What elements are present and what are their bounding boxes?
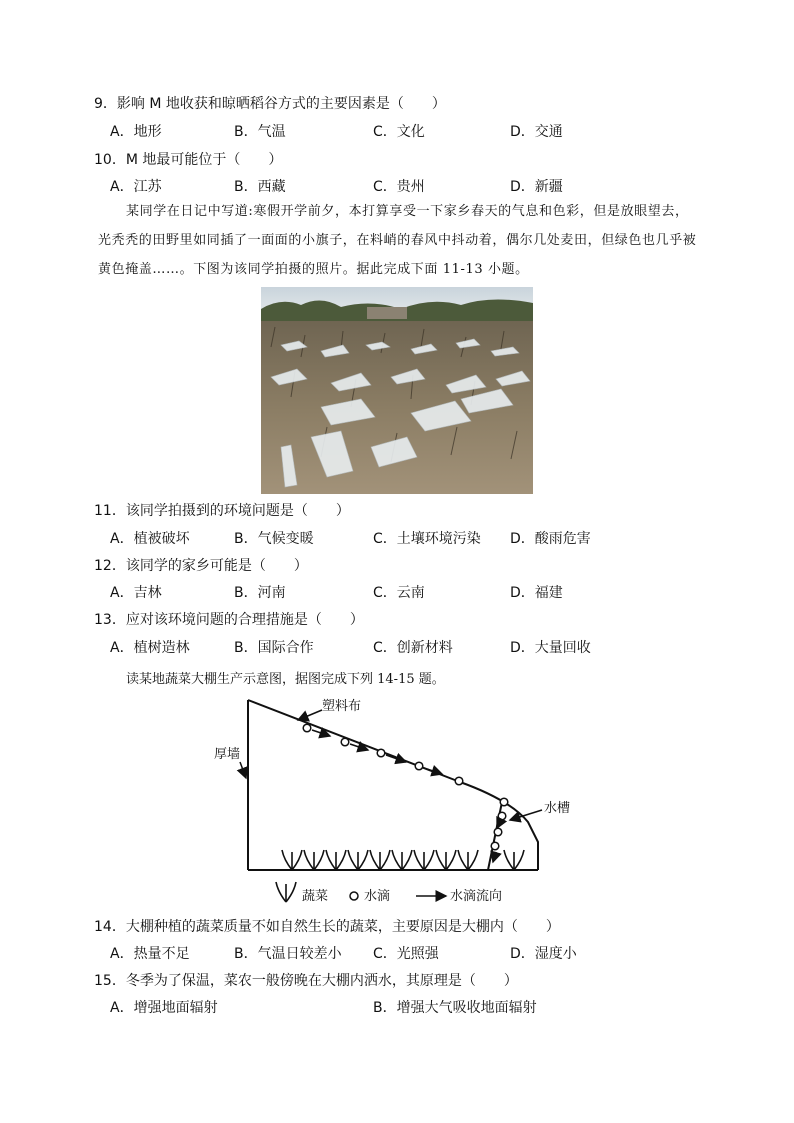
q13-option-c: C．创新材料 — [373, 640, 453, 656]
q10-option-c: C．贵州 — [373, 179, 425, 195]
question-12-stem: 12．该同学的家乡可能是（ ） — [94, 558, 308, 574]
question-10-stem: 10．M 地最可能位于（ ） — [94, 152, 283, 168]
q12-option-b: B．河南 — [234, 585, 286, 601]
q12-option-d: D．福建 — [510, 585, 563, 601]
q14-option-c: C．光照强 — [373, 946, 439, 962]
legend — [276, 882, 502, 903]
q13-option-a: A．植树造林 — [110, 640, 190, 656]
q9-option-b: B．气温 — [234, 124, 286, 140]
q10-option-d: D．新疆 — [510, 179, 563, 195]
q11-option-b: B．气候变暖 — [234, 531, 314, 547]
q12-option-a: A．吉林 — [110, 585, 162, 601]
water-drops — [303, 724, 508, 850]
q11-option-c: C．土壤环境污染 — [373, 531, 481, 547]
q12-option-c: C．云南 — [373, 585, 425, 601]
q9-option-d: D．交通 — [510, 124, 563, 140]
q10-option-a: A．江苏 — [110, 179, 162, 195]
q11-option-d: D．酸雨危害 — [510, 531, 591, 547]
legend-veg-label: 蔬菜 — [302, 888, 329, 903]
flow-arrows — [312, 730, 500, 862]
greenhouse-diagram — [210, 692, 570, 910]
question-14-stem: 14．大棚种植的蔬菜质量不如自然生长的蔬菜，主要原因是大棚内（ ） — [94, 919, 560, 935]
passage-greenhouse: 读某地蔬菜大棚生产示意图，据图完成下列 14-15 题。 — [126, 672, 445, 687]
q9-option-c: C．文化 — [373, 124, 425, 140]
question-13-stem: 13．应对该环境问题的合理措施是（ ） — [94, 612, 364, 628]
q9-option-a: A．地形 — [110, 124, 162, 140]
legend-drop-icon — [350, 892, 358, 900]
question-11-stem: 11．该同学拍摄到的环境问题是（ ） — [94, 503, 350, 519]
q14-option-b: B．气温日较差小 — [234, 946, 342, 962]
label-trough: 水槽 — [544, 800, 570, 815]
q14-option-d: D．湿度小 — [510, 946, 577, 962]
q11-option-a: A．植被破坏 — [110, 531, 190, 547]
label-plastic: 塑料布 — [322, 698, 362, 713]
legend-drop-label: 水滴 — [364, 888, 391, 903]
legend-vegetable-icon — [276, 882, 296, 902]
legend-flow-label: 水滴流向 — [450, 888, 503, 903]
q15-option-a: A．增强地面辐射 — [110, 1000, 218, 1016]
field-photo — [261, 287, 533, 494]
q13-option-d: D．大量回收 — [510, 640, 591, 656]
q14-option-a: A．热量不足 — [110, 946, 190, 962]
q10-option-b: B．西藏 — [234, 179, 286, 195]
q15-option-b: B．增强大气吸收地面辐射 — [373, 1000, 537, 1016]
question-15-stem: 15．冬季为了保温，菜农一般傍晚在大棚内洒水，其原理是（ ） — [94, 973, 518, 989]
passage-diary-text: 某同学在日记中写道:寒假开学前夕，本打算享受一下家乡春天的气息和色彩，但是放眼望去，光秃秃的田野里如同插了一面面的小旗子，在料峭的春风中抖动着，偶尔几处麦田，但绿色也几乎被黄色掩盖……。下图为该同学拍摄的照片。据此完成下面 11-13 小题。 — [98, 204, 697, 277]
label-wall: 厚墙 — [214, 746, 241, 761]
passage-diary — [98, 197, 698, 284]
q13-option-b: B．国际合作 — [234, 640, 314, 656]
question-9-stem: 9．影响 M 地收获和晾晒稻谷方式的主要因素是（ ） — [94, 96, 446, 112]
